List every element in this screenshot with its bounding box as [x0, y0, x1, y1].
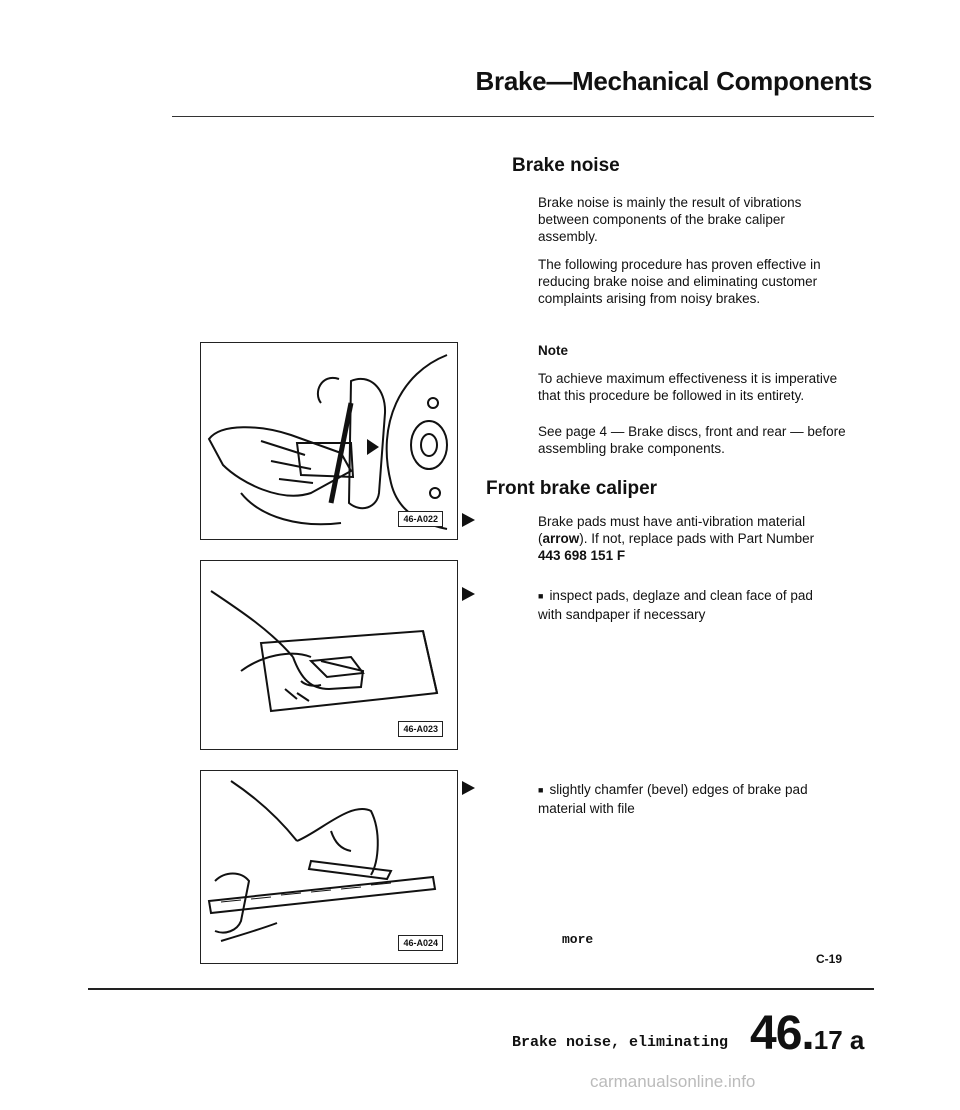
step-anti-vibration-material: Brake pads must have anti-vibration material (arrow). If not, replace pads with Part Number 443 698 151 F: [538, 514, 815, 563]
page-header-title: Brake—Mechanical Components: [475, 66, 872, 96]
section-heading-brake-noise: Brake noise: [512, 155, 620, 176]
step-inspect-pads: ■ inspect pads, deglaze and clean face of pad with sandpaper if necessary: [538, 587, 838, 623]
figure-label: 46-A022: [398, 511, 443, 527]
step-pointer-arrow-icon: [462, 513, 475, 527]
step-chamfer-edges: ■ slightly chamfer (bevel) edges of brake pad material with file: [538, 781, 838, 817]
more-indicator: more: [562, 932, 594, 947]
figure-label: 46-A023: [398, 721, 443, 737]
note-text: To achieve maximum effectiveness it is imperative that this procedure be followed in its entirety.: [538, 371, 838, 403]
see-page-reference: See page 4 — Brake discs, front and rear — before assembling brake components.: [538, 424, 846, 456]
figure-brake-caliper: [200, 342, 458, 540]
footer-rule: [88, 988, 874, 990]
arrow-marker-icon: [367, 439, 379, 455]
paragraph-vibrations: Brake noise is mainly the result of vibrations between components of the brake caliper assembly.: [538, 195, 802, 244]
section-heading-front-brake-caliper: Front brake caliper: [486, 478, 658, 499]
page-number-minor: 17 a: [813, 1025, 865, 1055]
header-rule: [172, 116, 874, 117]
page-number-major: 46.: [750, 1007, 814, 1060]
figure-filing-pad: [200, 770, 458, 964]
brake-caliper-illustration: [201, 343, 457, 539]
document-code: C-19: [816, 952, 843, 966]
figure-label: 46-A024: [398, 935, 443, 951]
step-pointer-arrow-icon: [462, 587, 475, 601]
page-number: [750, 1006, 864, 1061]
watermark-text: carmanualsonline.info: [590, 1072, 756, 1091]
figure-sanding-pad: [200, 560, 458, 750]
paragraph-procedure: The following procedure has proven effective in reducing brake noise and eliminating customer complaints arising from noisy brakes.: [538, 257, 821, 306]
footer-section-label: Brake noise, eliminating: [512, 1034, 729, 1051]
note-label: Note: [538, 343, 568, 358]
step-pointer-arrow-icon: [462, 781, 475, 795]
